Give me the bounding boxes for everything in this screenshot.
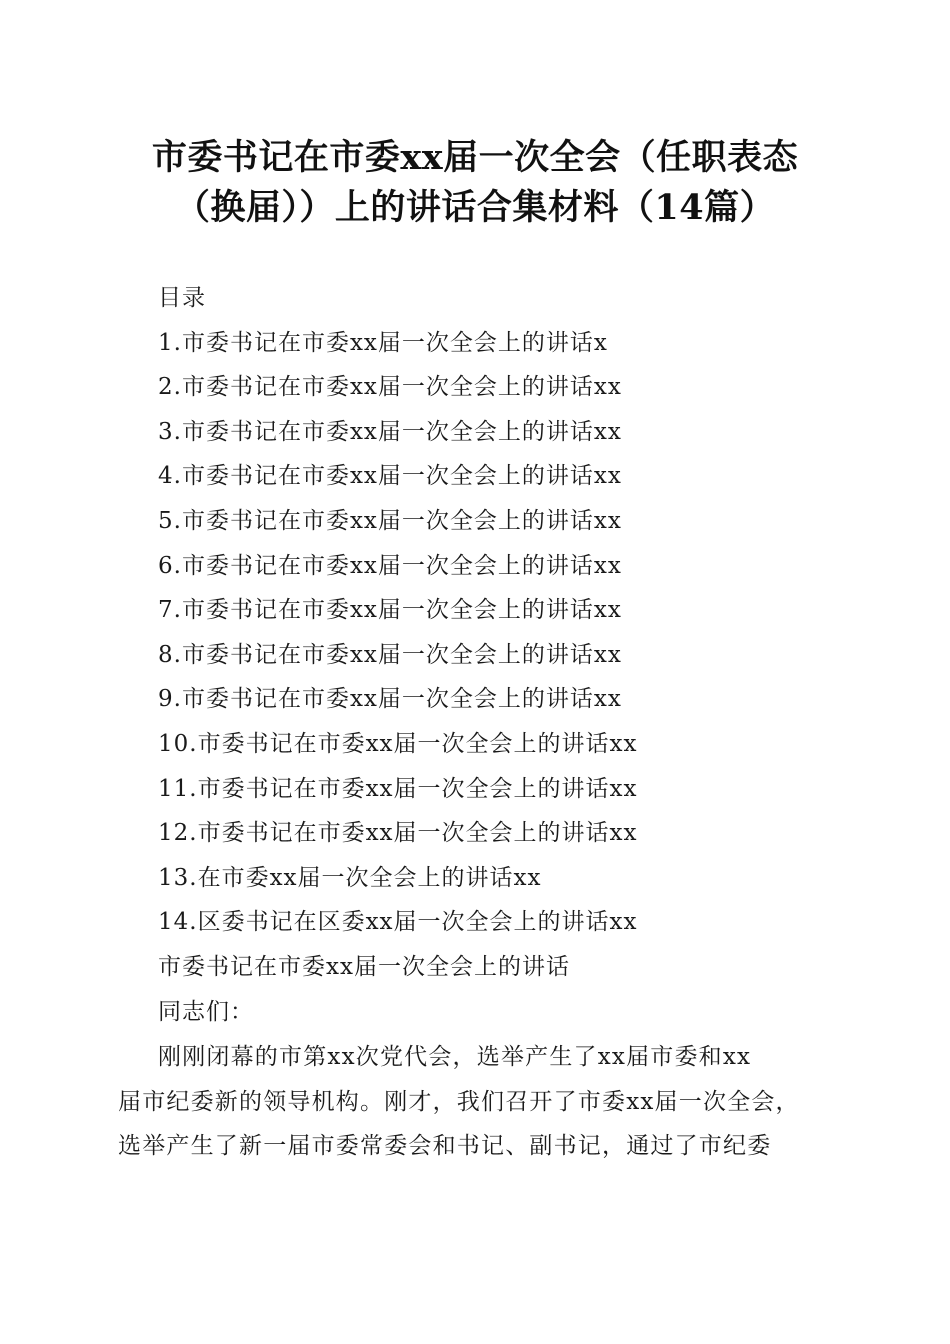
toc-item: 9.市委书记在市委xx届一次全会上的讲话xx: [158, 686, 622, 713]
table-of-contents: [158, 276, 878, 1034]
toc-item: 13.在市委xx届一次全会上的讲话xx: [158, 864, 542, 891]
toc-item: 3.市委书记在市委xx届一次全会上的讲话xx: [158, 418, 622, 445]
document-title: [100, 133, 850, 233]
toc-item: 11.市委书记在市委xx届一次全会上的讲话xx: [158, 775, 638, 802]
toc-item: 7.市委书记在市委xx届一次全会上的讲话xx: [158, 597, 622, 624]
paragraph-line: 选举产生了新一届市委常委会和书记、副书记，通过了市纪委: [118, 1133, 772, 1160]
title-line-2: （换届））上的讲话合集材料（14篇）: [174, 187, 776, 228]
title-line-1: 市委书记在市委xx届一次全会（任职表态: [151, 137, 799, 178]
toc-item: 4.市委书记在市委xx届一次全会上的讲话xx: [158, 463, 622, 490]
toc-item: 2.市委书记在市委xx届一次全会上的讲话xx: [158, 374, 622, 401]
toc-item: 14.区委书记在区委xx届一次全会上的讲话xx: [158, 909, 638, 936]
speech-title: 市委书记在市委xx届一次全会上的讲话: [158, 953, 570, 980]
toc-item: 8.市委书记在市委xx届一次全会上的讲话xx: [158, 641, 622, 668]
salutation: 同志们：: [158, 998, 254, 1025]
toc-item: 1.市委书记在市委xx届一次全会上的讲话x: [158, 329, 608, 356]
speech-paragraph: [118, 1035, 840, 1169]
toc-heading: 目录: [158, 285, 206, 311]
toc-item: 10.市委书记在市委xx届一次全会上的讲话xx: [158, 730, 638, 757]
toc-item: 6.市委书记在市委xx届一次全会上的讲话xx: [158, 552, 622, 579]
toc-item: 5.市委书记在市委xx届一次全会上的讲话xx: [158, 507, 622, 534]
toc-item: 12.市委书记在市委xx届一次全会上的讲话xx: [158, 820, 638, 847]
paragraph-line: 刚刚闭幕的市第xx次党代会，选举产生了xx届市委和xx: [158, 1044, 752, 1070]
paragraph-line: 届市纪委新的领导机构。刚才，我们召开了市委xx届一次全会，: [118, 1088, 800, 1115]
